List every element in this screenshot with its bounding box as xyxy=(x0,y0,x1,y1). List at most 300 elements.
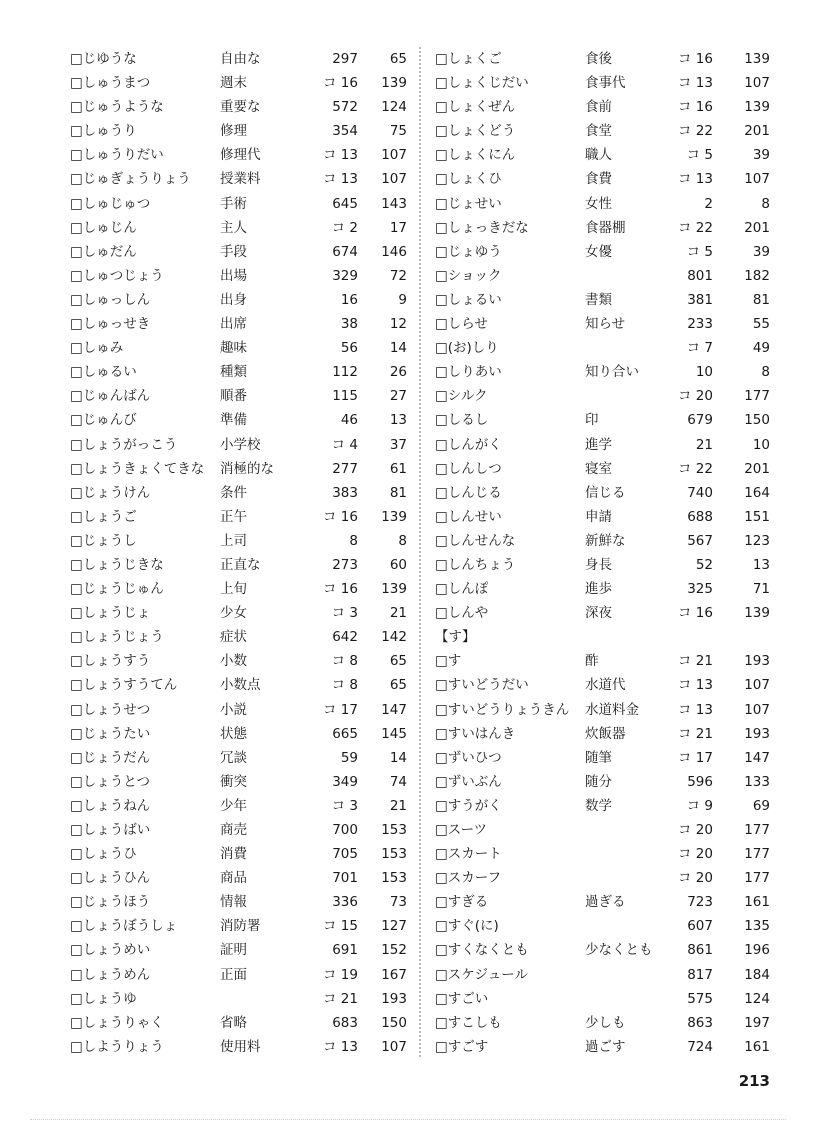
entry-page: 164 xyxy=(744,484,770,501)
entry-reading: □しんぽ xyxy=(435,581,489,598)
entry-kanji: 水道料金 xyxy=(585,701,639,718)
entry-kanji: 食事代 xyxy=(585,75,626,92)
column-divider xyxy=(419,47,421,1057)
index-entry xyxy=(70,360,410,384)
index-entry xyxy=(435,433,775,457)
entry-ref: コ 21 xyxy=(678,725,713,742)
entry-ref: 575 xyxy=(687,990,713,1007)
entry-kanji: 書類 xyxy=(585,291,612,308)
entry-reading: □しょっきだな xyxy=(435,219,529,236)
entry-reading: □しらせ xyxy=(435,316,488,333)
entry-reading: □しんや xyxy=(435,605,489,622)
entry-ref: 112 xyxy=(332,364,358,381)
entry-reading: □じょうだん xyxy=(70,749,151,766)
entry-reading: □しょうりゃく xyxy=(70,1014,164,1031)
entry-kanji: 上旬 xyxy=(220,581,247,598)
entry-ref: コ 20 xyxy=(678,870,713,887)
entry-reading: □しんしつ xyxy=(435,460,502,477)
entry-ref: 679 xyxy=(687,412,713,429)
entry-page: 8 xyxy=(398,532,407,549)
entry-ref: 705 xyxy=(332,846,358,863)
entry-kanji: 種類 xyxy=(220,364,247,381)
entry-reading: □すこしも xyxy=(435,1014,502,1031)
entry-kanji: 食後 xyxy=(585,51,612,67)
entry-kanji: 主人 xyxy=(220,219,247,236)
index-entry xyxy=(435,938,775,962)
entry-page: 9 xyxy=(398,291,407,308)
entry-kanji: 食前 xyxy=(585,99,612,116)
entry-ref: コ 13 xyxy=(678,75,713,92)
index-entry xyxy=(70,95,410,119)
entry-reading: □すうがく xyxy=(435,797,502,814)
entry-page: 65 xyxy=(389,677,407,694)
entry-reading: □(お)しり xyxy=(435,340,499,357)
entry-ref: 817 xyxy=(687,966,713,983)
index-entry xyxy=(70,746,410,770)
entry-reading: □しょうせつ xyxy=(70,701,151,718)
entry-kanji: 修理代 xyxy=(220,147,261,164)
entry-kanji: 準備 xyxy=(220,412,247,429)
entry-reading: □しょうひ xyxy=(70,846,137,863)
index-entry xyxy=(70,1011,410,1035)
index-entry xyxy=(435,71,775,95)
index-entry xyxy=(435,143,775,167)
entry-page: 107 xyxy=(381,147,407,164)
entry-kanji: 過ごす xyxy=(585,1038,626,1055)
entry-page: 139 xyxy=(744,605,770,622)
entry-ref: 683 xyxy=(332,1014,358,1031)
entry-ref: 383 xyxy=(332,484,358,501)
entry-ref: 2 xyxy=(704,195,713,212)
entry-page: 27 xyxy=(389,388,407,405)
entry-page: 124 xyxy=(381,99,407,116)
entry-kanji: 手段 xyxy=(220,243,247,260)
index-entry xyxy=(70,938,410,962)
entry-ref: 645 xyxy=(332,195,358,212)
entry-page: 13 xyxy=(389,412,407,429)
entry-kanji: 省略 xyxy=(220,1014,247,1031)
entry-reading: □すごす xyxy=(435,1038,489,1055)
entry-page: 26 xyxy=(389,364,407,381)
entry-reading: □じゅんばん xyxy=(70,388,151,405)
entry-kanji: 使用料 xyxy=(220,1038,261,1055)
index-entry xyxy=(70,384,410,408)
entry-ref: 700 xyxy=(332,822,358,838)
entry-reading: □ずいぶん xyxy=(435,773,502,790)
entry-ref: 674 xyxy=(332,243,358,260)
entry-page: 139 xyxy=(744,51,770,67)
entry-reading: □しんせい xyxy=(435,508,502,525)
entry-ref: 596 xyxy=(687,773,713,790)
entry-page: 65 xyxy=(389,653,407,670)
index-entry xyxy=(70,625,410,649)
index-entry xyxy=(70,433,410,457)
entry-kanji: 女優 xyxy=(585,243,612,260)
entry-reading: □すごい xyxy=(435,990,489,1007)
entry-kanji: 消極的な xyxy=(220,460,274,477)
entry-page: 72 xyxy=(389,267,407,284)
entry-ref: コ 20 xyxy=(678,822,713,838)
entry-reading: □しょうじょう xyxy=(70,629,164,646)
entry-ref: コ 16 xyxy=(678,51,713,67)
entry-reading: □しゅみ xyxy=(70,340,124,357)
entry-ref: コ 4 xyxy=(331,436,358,453)
entry-ref: 59 xyxy=(340,749,358,766)
entry-page: 196 xyxy=(744,942,770,959)
entry-page: 143 xyxy=(381,195,407,212)
entry-ref: 801 xyxy=(687,267,713,284)
entry-ref: 665 xyxy=(332,725,358,742)
index-entry xyxy=(435,505,775,529)
entry-page: 13 xyxy=(752,556,770,573)
index-entry xyxy=(70,818,410,842)
entry-reading: □すいどうだい xyxy=(435,677,529,694)
entry-ref: 567 xyxy=(687,532,713,549)
entry-kanji: 深夜 xyxy=(585,605,612,622)
entry-page: 37 xyxy=(389,436,407,453)
entry-kanji: 手術 xyxy=(220,195,247,212)
index-entry xyxy=(435,312,775,336)
entry-page: 184 xyxy=(744,966,770,983)
entry-reading: □しようりょう xyxy=(70,1038,164,1055)
entry-ref: コ 3 xyxy=(331,605,358,622)
entry-ref: 349 xyxy=(332,773,358,790)
index-entry xyxy=(70,963,410,987)
entry-ref: コ 16 xyxy=(323,581,358,598)
index-entry xyxy=(435,360,775,384)
entry-reading: □すぐ(に) xyxy=(435,918,499,935)
entry-ref: コ 8 xyxy=(331,653,358,670)
entry-page: 81 xyxy=(752,291,770,308)
entry-reading: □しょうひん xyxy=(70,870,151,887)
index-entry xyxy=(70,577,410,601)
entry-ref: 607 xyxy=(687,918,713,935)
entry-page: 193 xyxy=(744,653,770,670)
entry-kanji: 修理 xyxy=(220,123,247,140)
entry-reading: □しょうめん xyxy=(70,966,151,983)
entry-ref: コ 9 xyxy=(686,797,713,814)
entry-ref: 724 xyxy=(687,1038,713,1055)
entry-reading: □じゅんび xyxy=(70,412,137,429)
entry-page: 107 xyxy=(744,75,770,92)
index-entry xyxy=(435,288,775,312)
entry-page: 8 xyxy=(761,195,770,212)
index-entry xyxy=(435,818,775,842)
index-entry xyxy=(435,264,775,288)
entry-reading: □じょうほう xyxy=(70,894,151,911)
entry-page: 153 xyxy=(381,870,407,887)
entry-reading: □しょくひ xyxy=(435,171,502,188)
entry-reading: □すぎる xyxy=(435,894,489,911)
index-entry xyxy=(70,1035,410,1059)
entry-ref: コ 21 xyxy=(678,653,713,670)
entry-reading: □しょうがっこう xyxy=(70,436,178,453)
entry-page: 17 xyxy=(389,219,407,236)
entry-kanji: 自由な xyxy=(220,51,261,67)
entry-ref: コ 7 xyxy=(686,340,713,357)
entry-kanji: 職人 xyxy=(585,147,612,164)
entry-kanji: 随分 xyxy=(585,773,612,790)
entry-page: 177 xyxy=(744,822,770,838)
entry-kanji: 正直な xyxy=(220,556,261,573)
index-entry xyxy=(435,866,775,890)
entry-page: 124 xyxy=(744,990,770,1007)
index-entry xyxy=(435,673,775,697)
entry-reading: □すいどうりょうきん xyxy=(435,701,570,718)
entry-page: 153 xyxy=(381,846,407,863)
index-entry xyxy=(435,384,775,408)
entry-ref: 688 xyxy=(687,508,713,525)
entry-ref: 325 xyxy=(687,581,713,598)
entry-reading: □しょうぼうしょ xyxy=(70,918,178,935)
entry-kanji: 少なくとも xyxy=(585,942,653,959)
entry-page: 161 xyxy=(744,894,770,911)
entry-ref: コ 5 xyxy=(686,147,713,164)
index-entry xyxy=(70,698,410,722)
entry-reading: □すいはんき xyxy=(435,725,516,742)
entry-page: 161 xyxy=(744,1038,770,1055)
index-entry xyxy=(435,192,775,216)
entry-ref: コ 3 xyxy=(331,797,358,814)
entry-reading: □しょうゆ xyxy=(70,990,137,1007)
entry-ref: 691 xyxy=(332,942,358,959)
entry-ref: コ 17 xyxy=(323,701,358,718)
entry-ref: 52 xyxy=(695,556,713,573)
entry-kanji: 過ぎる xyxy=(585,894,626,911)
entry-page: 12 xyxy=(389,316,407,333)
index-entry xyxy=(435,698,775,722)
index-entry xyxy=(435,577,775,601)
index-entry xyxy=(435,529,775,553)
entry-page: 153 xyxy=(381,822,407,838)
entry-kanji: 新鮮な xyxy=(585,532,626,549)
index-entry xyxy=(70,312,410,336)
entry-ref: 233 xyxy=(687,316,713,333)
index-entry xyxy=(70,914,410,938)
entry-reading: □しんちょう xyxy=(435,556,516,573)
entry-ref: コ 21 xyxy=(323,990,358,1007)
entry-reading: □しょくどう xyxy=(435,123,516,140)
entry-reading: □しゅつじょう xyxy=(70,267,164,284)
entry-ref: コ 19 xyxy=(323,966,358,983)
entry-ref: コ 13 xyxy=(678,171,713,188)
entry-reading: □しょうきょくてきな xyxy=(70,460,205,477)
entry-ref: 336 xyxy=(332,894,358,911)
entry-page: 55 xyxy=(752,316,770,333)
entry-kanji: 上司 xyxy=(220,532,247,549)
entry-reading: □じょうじゅん xyxy=(70,581,164,598)
entry-page: 182 xyxy=(744,267,770,284)
entry-page: 177 xyxy=(744,846,770,863)
entry-ref: コ 13 xyxy=(323,1038,358,1055)
entry-reading: □ずいひつ xyxy=(435,749,502,766)
entry-kanji: 少年 xyxy=(220,797,247,814)
entry-kanji: 進学 xyxy=(585,436,612,453)
entry-page: 107 xyxy=(381,171,407,188)
entry-ref: コ 22 xyxy=(678,219,713,236)
entry-reading: □じゅぎょうりょう xyxy=(70,171,191,188)
index-entry xyxy=(435,408,775,432)
entry-kanji: 食費 xyxy=(585,171,612,188)
entry-page: 147 xyxy=(744,749,770,766)
entry-page: 150 xyxy=(381,1014,407,1031)
index-entry xyxy=(70,119,410,143)
entry-kanji: 順番 xyxy=(220,388,247,405)
entry-reading: □しゅっせき xyxy=(70,316,151,333)
entry-kanji: 印 xyxy=(585,412,599,429)
section-header-label: 【す】 xyxy=(435,629,476,646)
entry-reading: □スケジュール xyxy=(435,966,528,983)
entry-reading: □しょうご xyxy=(70,508,137,525)
entry-kanji: 食堂 xyxy=(585,123,612,140)
entry-ref: 861 xyxy=(687,942,713,959)
entry-kanji: 身長 xyxy=(585,556,612,573)
index-entry xyxy=(70,649,410,673)
index-entry xyxy=(70,288,410,312)
entry-reading: □しゅだん xyxy=(70,243,137,260)
entry-page: 145 xyxy=(381,725,407,742)
entry-page: 107 xyxy=(381,1038,407,1055)
index-entry xyxy=(435,1011,775,1035)
index-entry xyxy=(70,505,410,529)
index-entry xyxy=(435,601,775,625)
entry-kanji: 証明 xyxy=(220,942,247,959)
entry-kanji: 出席 xyxy=(220,316,247,333)
entry-kanji: 出身 xyxy=(220,291,247,308)
page-number: 213 xyxy=(738,1072,770,1090)
index-entry xyxy=(435,47,775,71)
entry-ref: コ 13 xyxy=(323,171,358,188)
entry-reading: □しょくじだい xyxy=(435,75,529,92)
entry-reading: □しゅうりだい xyxy=(70,147,164,164)
entry-page: 139 xyxy=(381,75,407,92)
entry-kanji: 商品 xyxy=(220,870,247,887)
entry-page: 65 xyxy=(389,51,407,67)
entry-kanji: 消防署 xyxy=(220,918,261,935)
entry-kanji: 寝室 xyxy=(585,460,612,477)
entry-reading: □スーツ xyxy=(435,822,488,838)
index-entry xyxy=(435,722,775,746)
entry-reading: □しょるい xyxy=(435,291,502,308)
entry-page: 150 xyxy=(744,412,770,429)
entry-kanji: 重要な xyxy=(220,99,261,116)
entry-page: 151 xyxy=(744,508,770,525)
entry-reading: □ショック xyxy=(435,267,502,284)
entry-ref: 46 xyxy=(340,412,358,429)
index-entry xyxy=(70,842,410,866)
entry-kanji: 出場 xyxy=(220,267,247,284)
entry-ref: コ 16 xyxy=(678,605,713,622)
entry-ref: コ 22 xyxy=(678,123,713,140)
entry-kanji: 数学 xyxy=(585,797,612,814)
entry-ref: 16 xyxy=(340,291,358,308)
entry-page: 197 xyxy=(744,1014,770,1031)
entry-reading: □しょうすう xyxy=(70,653,151,670)
entry-kanji: 商売 xyxy=(220,822,247,838)
index-entry xyxy=(70,457,410,481)
entry-reading: □じょうけん xyxy=(70,484,151,501)
entry-kanji: 正午 xyxy=(220,508,247,525)
entry-ref: 10 xyxy=(695,364,713,381)
entry-ref: コ 15 xyxy=(323,918,358,935)
entry-reading: □しんじる xyxy=(435,484,502,501)
entry-page: 146 xyxy=(381,243,407,260)
entry-kanji: 酢 xyxy=(585,653,599,670)
entry-ref: 297 xyxy=(332,51,358,67)
entry-page: 14 xyxy=(389,749,407,766)
entry-reading: □しょうすうてん xyxy=(70,677,178,694)
entry-reading: □スカート xyxy=(435,846,502,863)
entry-page: 193 xyxy=(744,725,770,742)
index-entry xyxy=(435,914,775,938)
entry-page: 127 xyxy=(381,918,407,935)
entry-reading: □しょうとつ xyxy=(70,773,150,790)
entry-kanji: 知らせ xyxy=(585,316,626,333)
entry-reading: □しゅっしん xyxy=(70,291,151,308)
entry-reading: □しょうめい xyxy=(70,942,151,959)
entry-page: 60 xyxy=(389,556,407,573)
entry-page: 81 xyxy=(389,484,407,501)
entry-reading: □じゆうな xyxy=(70,51,137,67)
entry-page: 177 xyxy=(744,870,770,887)
entry-ref: 277 xyxy=(332,460,358,477)
entry-page: 193 xyxy=(381,990,407,1007)
index-entry xyxy=(435,457,775,481)
entry-page: 21 xyxy=(389,605,407,622)
index-entry xyxy=(435,95,775,119)
entry-reading: □しんがく xyxy=(435,436,502,453)
entry-ref: 381 xyxy=(687,291,713,308)
entry-ref: コ 13 xyxy=(678,677,713,694)
entry-ref: コ 16 xyxy=(323,75,358,92)
entry-kanji: 進歩 xyxy=(585,581,612,598)
entry-ref: コ 2 xyxy=(331,219,358,236)
entry-page: 139 xyxy=(381,581,407,598)
entry-reading: □すくなくとも xyxy=(435,942,529,959)
entry-reading: □しょうじきな xyxy=(70,556,164,573)
bottom-rule xyxy=(30,1119,786,1120)
entry-ref: コ 22 xyxy=(678,460,713,477)
entry-reading: □じょうし xyxy=(70,532,137,549)
entry-kanji: 炊飯器 xyxy=(585,725,626,742)
index-entry xyxy=(435,1035,775,1059)
index-entry xyxy=(70,216,410,240)
index-entry xyxy=(435,649,775,673)
entry-page: 147 xyxy=(381,701,407,718)
entry-reading: □しゅじん xyxy=(70,219,137,236)
entry-kanji: 情報 xyxy=(220,894,247,911)
index-entry xyxy=(70,167,410,191)
entry-page: 61 xyxy=(389,460,407,477)
entry-page: 152 xyxy=(381,942,407,959)
index-entry xyxy=(70,601,410,625)
entry-ref: 21 xyxy=(695,436,713,453)
index-entry xyxy=(70,192,410,216)
index-entry xyxy=(70,673,410,697)
entry-kanji: 小数点 xyxy=(220,677,261,694)
section-header xyxy=(435,625,775,649)
entry-ref: コ 17 xyxy=(678,749,713,766)
entry-reading: □しんせんな xyxy=(435,532,516,549)
entry-reading: □じょうたい xyxy=(70,725,151,742)
entry-kanji: 知り合い xyxy=(585,364,639,381)
entry-page: 107 xyxy=(744,171,770,188)
entry-page: 107 xyxy=(744,677,770,694)
index-entry xyxy=(435,963,775,987)
entry-kanji: 衝突 xyxy=(220,773,247,790)
entry-kanji: 状態 xyxy=(220,725,247,742)
entry-ref: コ 8 xyxy=(331,677,358,694)
